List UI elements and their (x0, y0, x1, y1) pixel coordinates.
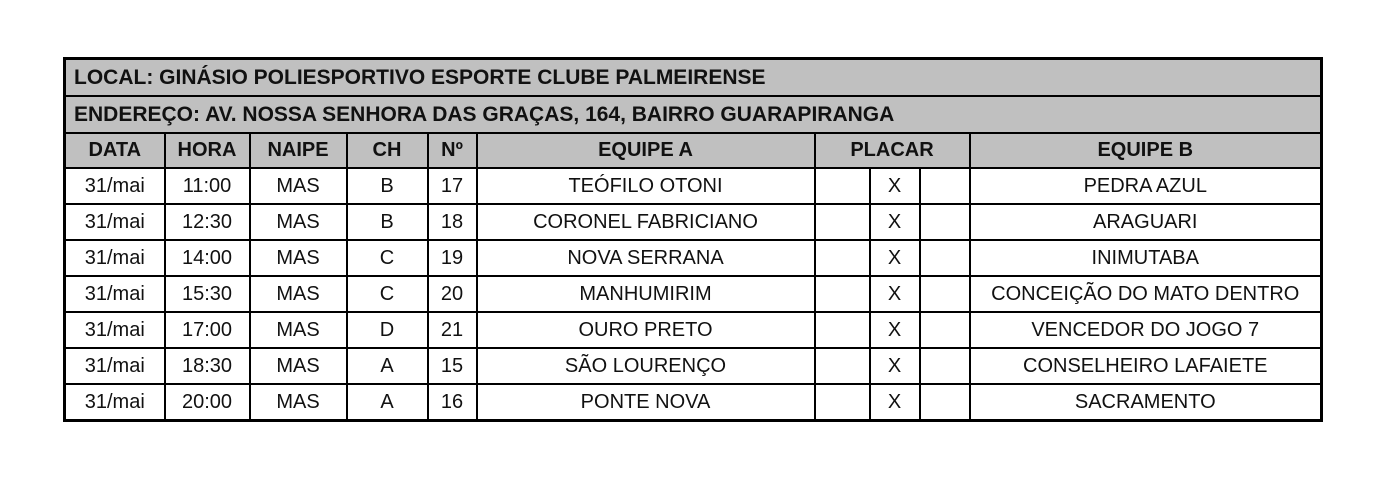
cell-equipe-a: SÃO LOURENÇO (477, 348, 815, 384)
cell-ch: C (347, 240, 428, 276)
schedule-table (63, 57, 1323, 422)
match-row-7 (65, 384, 1322, 421)
endereco-label: ENDEREÇO: AV. NOSSA SENHORA DAS GRAÇAS, 164, BAIRRO GUARAPIRANGA (65, 96, 1322, 133)
cell-equipe-a: TEÓFILO OTONI (477, 168, 815, 204)
cell-placar-b (920, 384, 970, 421)
col-header-equipe-a: EQUIPE A (477, 133, 815, 168)
cell-num: 15 (428, 348, 477, 384)
cell-placar-a (815, 168, 870, 204)
cell-placar-x: X (870, 204, 920, 240)
cell-placar-a (815, 384, 870, 421)
cell-equipe-a: OURO PRETO (477, 312, 815, 348)
cell-placar-a (815, 240, 870, 276)
cell-placar-x: X (870, 168, 920, 204)
cell-placar-x: X (870, 240, 920, 276)
cell-equipe-b: ARAGUARI (970, 204, 1322, 240)
cell-equipe-b: CONCEIÇÃO DO MATO DENTRO (970, 276, 1322, 312)
cell-equipe-a: MANHUMIRIM (477, 276, 815, 312)
cell-placar-a (815, 204, 870, 240)
cell-naipe: MAS (250, 348, 347, 384)
cell-placar-b (920, 348, 970, 384)
cell-ch: B (347, 204, 428, 240)
cell-hora: 15:30 (165, 276, 250, 312)
endereco-row (65, 96, 1322, 133)
cell-placar-b (920, 276, 970, 312)
cell-placar-b (920, 240, 970, 276)
match-row-3 (65, 240, 1322, 276)
match-row-4 (65, 276, 1322, 312)
cell-data: 31/mai (65, 168, 165, 204)
cell-placar-b (920, 312, 970, 348)
cell-hora: 11:00 (165, 168, 250, 204)
match-row-6 (65, 348, 1322, 384)
cell-equipe-a: NOVA SERRANA (477, 240, 815, 276)
cell-placar-x: X (870, 348, 920, 384)
cell-ch: B (347, 168, 428, 204)
cell-ch: C (347, 276, 428, 312)
cell-data: 31/mai (65, 240, 165, 276)
cell-naipe: MAS (250, 240, 347, 276)
cell-num: 17 (428, 168, 477, 204)
col-header-naipe: NAIPE (250, 133, 347, 168)
cell-placar-a (815, 276, 870, 312)
cell-ch: A (347, 348, 428, 384)
cell-equipe-b: SACRAMENTO (970, 384, 1322, 421)
cell-num: 21 (428, 312, 477, 348)
cell-num: 20 (428, 276, 477, 312)
cell-placar-x: X (870, 384, 920, 421)
cell-placar-b (920, 168, 970, 204)
cell-ch: D (347, 312, 428, 348)
cell-placar-a (815, 348, 870, 384)
cell-equipe-a: PONTE NOVA (477, 384, 815, 421)
cell-data: 31/mai (65, 204, 165, 240)
cell-num: 19 (428, 240, 477, 276)
local-label: LOCAL: GINÁSIO POLIESPORTIVO ESPORTE CLUBE PALMEIRENSE (65, 59, 1322, 97)
cell-naipe: MAS (250, 204, 347, 240)
cell-hora: 20:00 (165, 384, 250, 421)
cell-ch: A (347, 384, 428, 421)
col-header-ch: CH (347, 133, 428, 168)
col-header-equipe-b: EQUIPE B (970, 133, 1322, 168)
cell-equipe-a: CORONEL FABRICIANO (477, 204, 815, 240)
col-header-data: DATA (65, 133, 165, 168)
cell-hora: 17:00 (165, 312, 250, 348)
schedule-sheet (63, 57, 1323, 422)
cell-data: 31/mai (65, 312, 165, 348)
cell-equipe-b: VENCEDOR DO JOGO 7 (970, 312, 1322, 348)
cell-data: 31/mai (65, 348, 165, 384)
match-row-5 (65, 312, 1322, 348)
cell-equipe-b: INIMUTABA (970, 240, 1322, 276)
col-header-hora: HORA (165, 133, 250, 168)
cell-naipe: MAS (250, 276, 347, 312)
cell-hora: 12:30 (165, 204, 250, 240)
cell-data: 31/mai (65, 384, 165, 421)
cell-placar-a (815, 312, 870, 348)
cell-naipe: MAS (250, 384, 347, 421)
match-row-2 (65, 204, 1322, 240)
cell-naipe: MAS (250, 168, 347, 204)
cell-num: 16 (428, 384, 477, 421)
match-row-1 (65, 168, 1322, 204)
col-header-num: Nº (428, 133, 477, 168)
cell-naipe: MAS (250, 312, 347, 348)
cell-placar-x: X (870, 312, 920, 348)
cell-num: 18 (428, 204, 477, 240)
local-row (65, 59, 1322, 97)
cell-placar-b (920, 204, 970, 240)
cell-placar-x: X (870, 276, 920, 312)
col-header-placar: PLACAR (815, 133, 970, 168)
cell-data: 31/mai (65, 276, 165, 312)
cell-equipe-b: CONSELHEIRO LAFAIETE (970, 348, 1322, 384)
column-header-row (65, 133, 1322, 168)
cell-equipe-b: PEDRA AZUL (970, 168, 1322, 204)
cell-hora: 18:30 (165, 348, 250, 384)
cell-hora: 14:00 (165, 240, 250, 276)
